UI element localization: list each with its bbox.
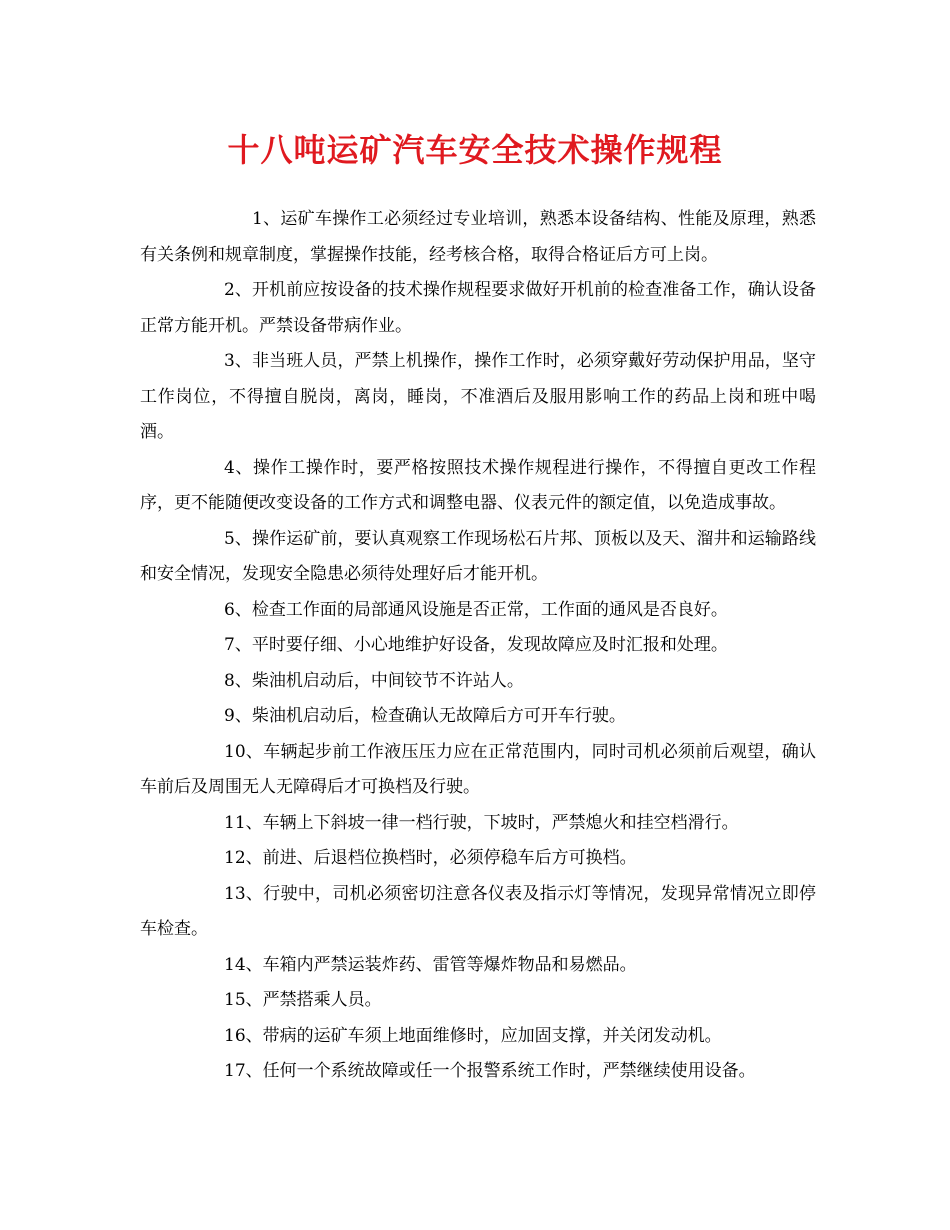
rule-paragraph: 3、非当班人员，严禁上机操作，操作工作时，必须穿戴好劳动保护用品，坚守工作岗位，不得擅自脱岗，离岗，睡岗，不准酒后及服用影响工作的药品上岗和班中喝酒。 [140,351,816,442]
rule-paragraph: 9、柴油机启动后，检查确认无故障后方可开车行驶。 [224,706,626,726]
rule-paragraph: 16、带病的运矿车须上地面维修时，应加固支撑，并关闭发动机。 [224,1025,722,1046]
rule-paragraph: 15、严禁搭乘人员。 [224,990,382,1010]
rule-paragraph: 7、平时要仔细、小心地维护好设备，发现故障应及时汇报和处理。 [224,635,728,655]
document-title: 十八吨运矿汽车安全技术操作规程 [227,131,723,169]
rule-paragraph: 8、柴油机启动后，中间铰节不许站人。 [224,670,524,691]
rule-paragraph: 12、前进、后退档位换档时，必须停稳车后方可换档。 [224,848,637,868]
document-body [140,202,816,1090]
rule-paragraph: 10、车辆起步前工作液压压力应在正常范围内，同时司机必须前后观望，确认车前后及周围无人无障碍后才可换档及行驶。 [140,741,816,797]
rule-paragraph: 11、车辆上下斜坡一律一档行驶，下坡时，严禁熄火和挂空档滑行。 [224,812,739,833]
rule-paragraph: 1、运矿车操作工必须经过专业培训，熟悉本设备结构、性能及原理，熟悉有关条例和规章制度，掌握操作技能，经考核合格，取得合格证后方可上岗。 [140,209,816,265]
rule-paragraph: 4、操作工操作时，要严格按照技术操作规程进行操作，不得擅自更改工作程序，更不能随便改变设备的工作方式和调整电器、仪表元件的额定值，以免造成事故。 [140,457,816,513]
rule-paragraph: 2、开机前应按设备的技术操作规程要求做好开机前的检查准备工作，确认设备正常方能开机。严禁设备带病作业。 [140,280,816,336]
rule-paragraph: 17、任何一个系统故障或任一个报警系统工作时，严禁继续使用设备。 [224,1061,756,1081]
rule-paragraph: 5、操作运矿前，要认真观察工作现场松石片邦、顶板以及天、溜井和运输路线和安全情况，发现安全隐患必须待处理好后才能开机。 [140,528,816,584]
rule-paragraph: 14、车箱内严禁运装炸药、雷管等爆炸物品和易燃品。 [224,954,637,975]
rule-paragraph: 6、检查工作面的局部通风设施是否正常，工作面的通风是否良好。 [224,599,728,620]
rule-paragraph: 13、行驶中，司机必须密切注意各仪表及指示灯等情况，发现异常情况立即停车检查。 [140,883,816,939]
